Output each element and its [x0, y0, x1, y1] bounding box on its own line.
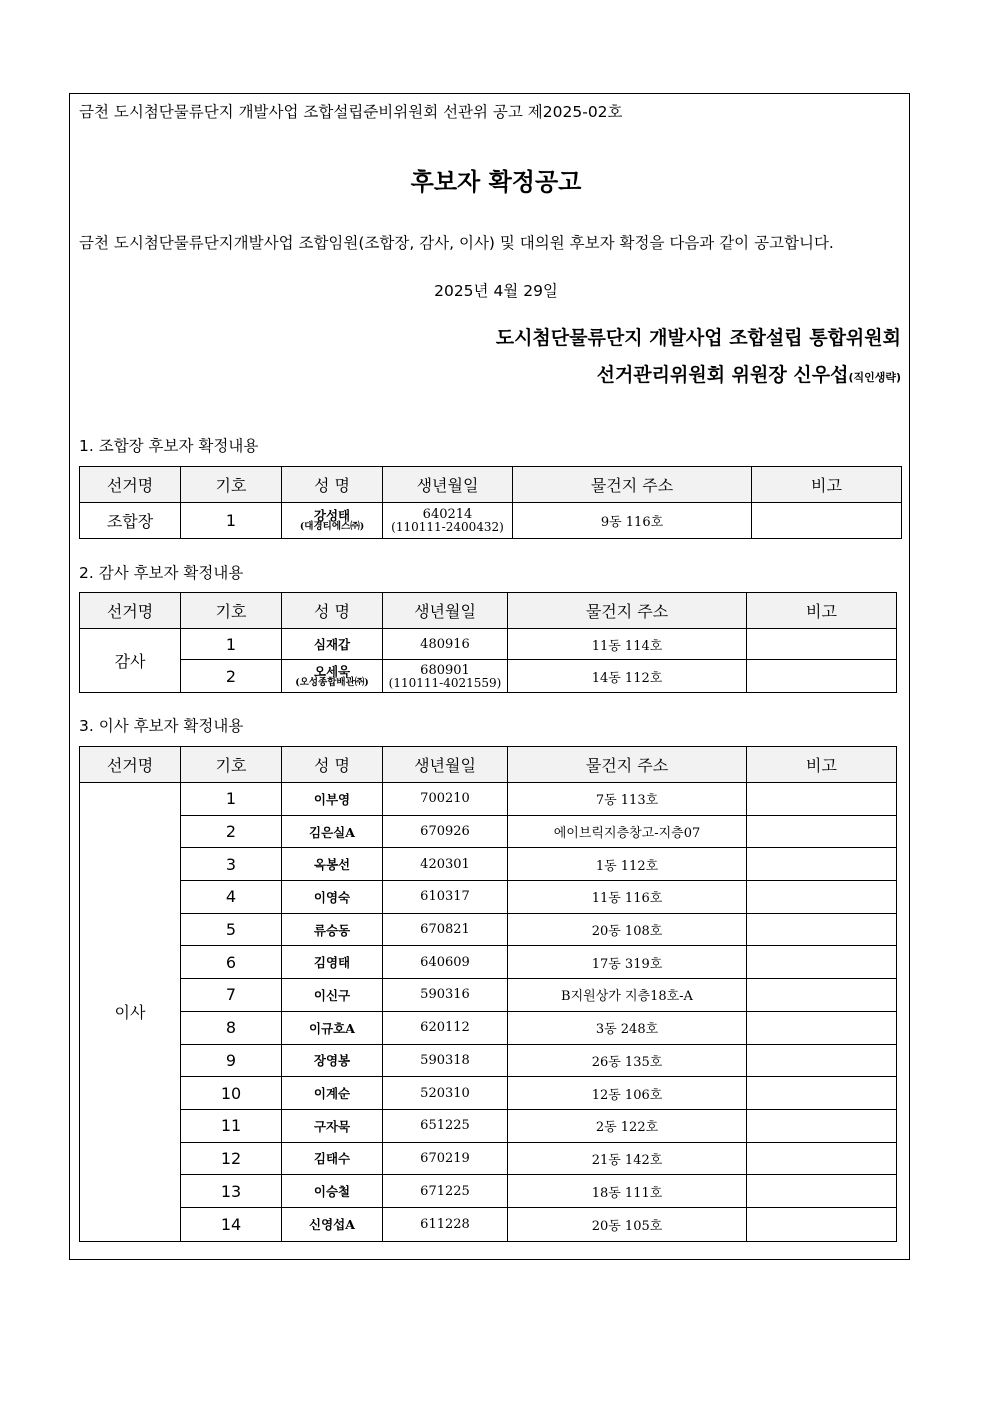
birth-cell: 610317: [383, 881, 508, 914]
table-row: [80, 1011, 897, 1044]
col-header: 선거명: [80, 593, 181, 629]
note-cell: [747, 1175, 897, 1208]
col-header: 성 명: [282, 593, 383, 629]
birth-cell: 590316: [383, 979, 508, 1012]
col-header: 생년월일: [383, 747, 508, 783]
candidate-affiliation: (대경티에스㈜): [299, 521, 365, 532]
address-cell: 21동 142호: [508, 1142, 747, 1175]
address-cell: 18동 111호: [508, 1175, 747, 1208]
col-header: 기호: [181, 747, 282, 783]
address-cell: B지원상가 지층18호-A: [508, 979, 747, 1012]
director-table: [79, 746, 897, 1242]
note-cell: [747, 783, 897, 816]
name-cell: 김태수: [282, 1142, 383, 1175]
name-cell: 김은실A: [282, 815, 383, 848]
note-cell: [747, 881, 897, 914]
intro-text: 금천 도시첨단물류단지개발사업 조합임원(조합장, 감사, 이사) 및 대의원 후보자 확정을 다음과 같이 공고합니다.: [79, 234, 834, 252]
note-cell: [747, 913, 897, 946]
name-cell: [282, 503, 383, 539]
birth-cell: 651225: [383, 1109, 508, 1142]
table-row: [80, 946, 897, 979]
birth-date: 680901: [420, 662, 470, 678]
birth-cell: 611228: [383, 1207, 508, 1241]
birth-cell: 670926: [383, 815, 508, 848]
note-cell: [747, 1207, 897, 1241]
chair-name: 선거관리위원회 위원장 신우섭: [596, 364, 849, 386]
number-cell: 9: [181, 1044, 282, 1077]
col-header: 물건지 주소: [508, 593, 747, 629]
candidate-name: 오세욱: [313, 663, 351, 679]
candidate-affiliation: (오성종합배관㈜): [295, 676, 369, 688]
number-cell: 2: [181, 815, 282, 848]
birth-cell: [383, 660, 508, 693]
birth-cell: 640609: [383, 946, 508, 979]
note-cell: [752, 503, 902, 539]
table-row: [80, 1207, 897, 1241]
number-cell: 1: [181, 629, 282, 660]
col-header: 선거명: [80, 747, 181, 783]
name-cell: [282, 660, 383, 693]
note-cell: [747, 848, 897, 881]
name-cell: 이계순: [282, 1077, 383, 1110]
note-cell: [747, 1142, 897, 1175]
birth-cell: 420301: [383, 848, 508, 881]
address-cell: 11동 114호: [508, 629, 747, 660]
col-header: 물건지 주소: [508, 747, 747, 783]
number-cell: 5: [181, 913, 282, 946]
election-cell: 감사: [80, 629, 181, 693]
address-cell: 14동 112호: [508, 660, 747, 693]
name-cell: 김영태: [282, 946, 383, 979]
name-cell: 이부영: [282, 783, 383, 816]
note-cell: [747, 979, 897, 1012]
birth-cell: [383, 503, 513, 539]
address-cell: 20동 108호: [508, 913, 747, 946]
note-cell: [747, 629, 897, 660]
name-cell: 장영봉: [282, 1044, 383, 1077]
number-cell: 8: [181, 1011, 282, 1044]
name-cell: 이영숙: [282, 881, 383, 914]
president-table: [79, 466, 902, 539]
birth-cell: 480916: [383, 629, 508, 660]
note-cell: [747, 1077, 897, 1110]
birth-date: 640214: [422, 507, 473, 522]
address-cell: 12동 106호: [508, 1077, 747, 1110]
birth-cell: 520310: [383, 1077, 508, 1110]
col-header: 생년월일: [383, 467, 513, 503]
number-cell: 14: [181, 1207, 282, 1241]
table-row: [80, 503, 902, 539]
issuer-organization: 도시첨단물류단지 개발사업 조합설립 통합위원회: [495, 327, 901, 349]
number-cell: 11: [181, 1109, 282, 1142]
seal-note: (직인생략): [848, 371, 901, 384]
col-header: 비고: [752, 467, 902, 503]
issuer-chair: [597, 360, 901, 387]
notice-date: 2025년 4월 29일: [434, 282, 558, 300]
col-header: 물건지 주소: [513, 467, 752, 503]
col-header: 기호: [181, 593, 282, 629]
notice-number: 금천 도시첨단물류단지 개발사업 조합설립준비위원회 선관위 공고 제2025-02호: [79, 103, 623, 121]
note-cell: [747, 1109, 897, 1142]
registration-number: (110111-2400432): [391, 520, 504, 534]
number-cell: 10: [181, 1077, 282, 1110]
number-cell: 1: [181, 783, 282, 816]
table-row: [80, 1142, 897, 1175]
auditor-table: [79, 592, 897, 693]
table-row: [80, 1175, 897, 1208]
name-cell: 이규호A: [282, 1011, 383, 1044]
col-header: 성 명: [282, 467, 383, 503]
address-cell: 3동 248호: [508, 1011, 747, 1044]
name-cell: 심재갑: [282, 629, 383, 660]
address-cell: 17동 319호: [508, 946, 747, 979]
table-row: [80, 783, 897, 816]
name-cell: 류승동: [282, 913, 383, 946]
note-cell: [747, 1011, 897, 1044]
section-heading-president: 1. 조합장 후보자 확정내용: [79, 437, 259, 455]
name-cell: 신영섭A: [282, 1207, 383, 1241]
note-cell: [747, 1044, 897, 1077]
name-cell: 옥봉선: [282, 848, 383, 881]
note-cell: [747, 815, 897, 848]
address-cell: 1동 112호: [508, 848, 747, 881]
birth-cell: 670219: [383, 1142, 508, 1175]
birth-cell: 590318: [383, 1044, 508, 1077]
table-row: [80, 629, 897, 660]
col-header: 비고: [747, 747, 897, 783]
address-cell: 에이브릭지층창고-지층07: [508, 815, 747, 848]
number-cell: 13: [181, 1175, 282, 1208]
number-cell: 2: [181, 660, 282, 693]
address-cell: 9동 116호: [513, 503, 752, 539]
election-cell: 조합장: [80, 503, 181, 539]
address-cell: 11동 116호: [508, 881, 747, 914]
table-header-row: [80, 593, 897, 629]
number-cell: 4: [181, 881, 282, 914]
note-cell: [747, 946, 897, 979]
address-cell: 20동 105호: [508, 1207, 747, 1241]
table-row: [80, 913, 897, 946]
section-heading-auditor: 2. 감사 후보자 확정내용: [79, 564, 244, 582]
document-title: 후보자 확정공고: [410, 168, 582, 196]
address-cell: 7동 113호: [508, 783, 747, 816]
section-heading-director: 3. 이사 후보자 확정내용: [79, 717, 244, 735]
table-header-row: [80, 747, 897, 783]
col-header: 생년월일: [383, 593, 508, 629]
election-cell: 이사: [80, 783, 181, 1242]
table-row: [80, 1044, 897, 1077]
registration-number: (110111-4021559): [388, 675, 502, 690]
col-header: 성 명: [282, 747, 383, 783]
birth-cell: 671225: [383, 1175, 508, 1208]
name-cell: 이승철: [282, 1175, 383, 1208]
address-cell: 2동 122호: [508, 1109, 747, 1142]
table-row: [80, 815, 897, 848]
address-cell: 26동 135호: [508, 1044, 747, 1077]
col-header: 선거명: [80, 467, 181, 503]
table-row: [80, 1109, 897, 1142]
birth-cell: 700210: [383, 783, 508, 816]
table-row: [80, 848, 897, 881]
table-row: [80, 660, 897, 693]
col-header: 기호: [181, 467, 282, 503]
name-cell: 구자묵: [282, 1109, 383, 1142]
table-row: [80, 979, 897, 1012]
table-header-row: [80, 467, 902, 503]
candidate-name: 강성태: [313, 508, 351, 523]
note-cell: [747, 660, 897, 693]
number-cell: 6: [181, 946, 282, 979]
name-cell: 이신구: [282, 979, 383, 1012]
table-row: [80, 1077, 897, 1110]
number-cell: 12: [181, 1142, 282, 1175]
number-cell: 1: [181, 503, 282, 539]
birth-cell: 620112: [383, 1011, 508, 1044]
table-row: [80, 881, 897, 914]
birth-cell: 670821: [383, 913, 508, 946]
number-cell: 3: [181, 848, 282, 881]
number-cell: 7: [181, 979, 282, 1012]
col-header: 비고: [747, 593, 897, 629]
